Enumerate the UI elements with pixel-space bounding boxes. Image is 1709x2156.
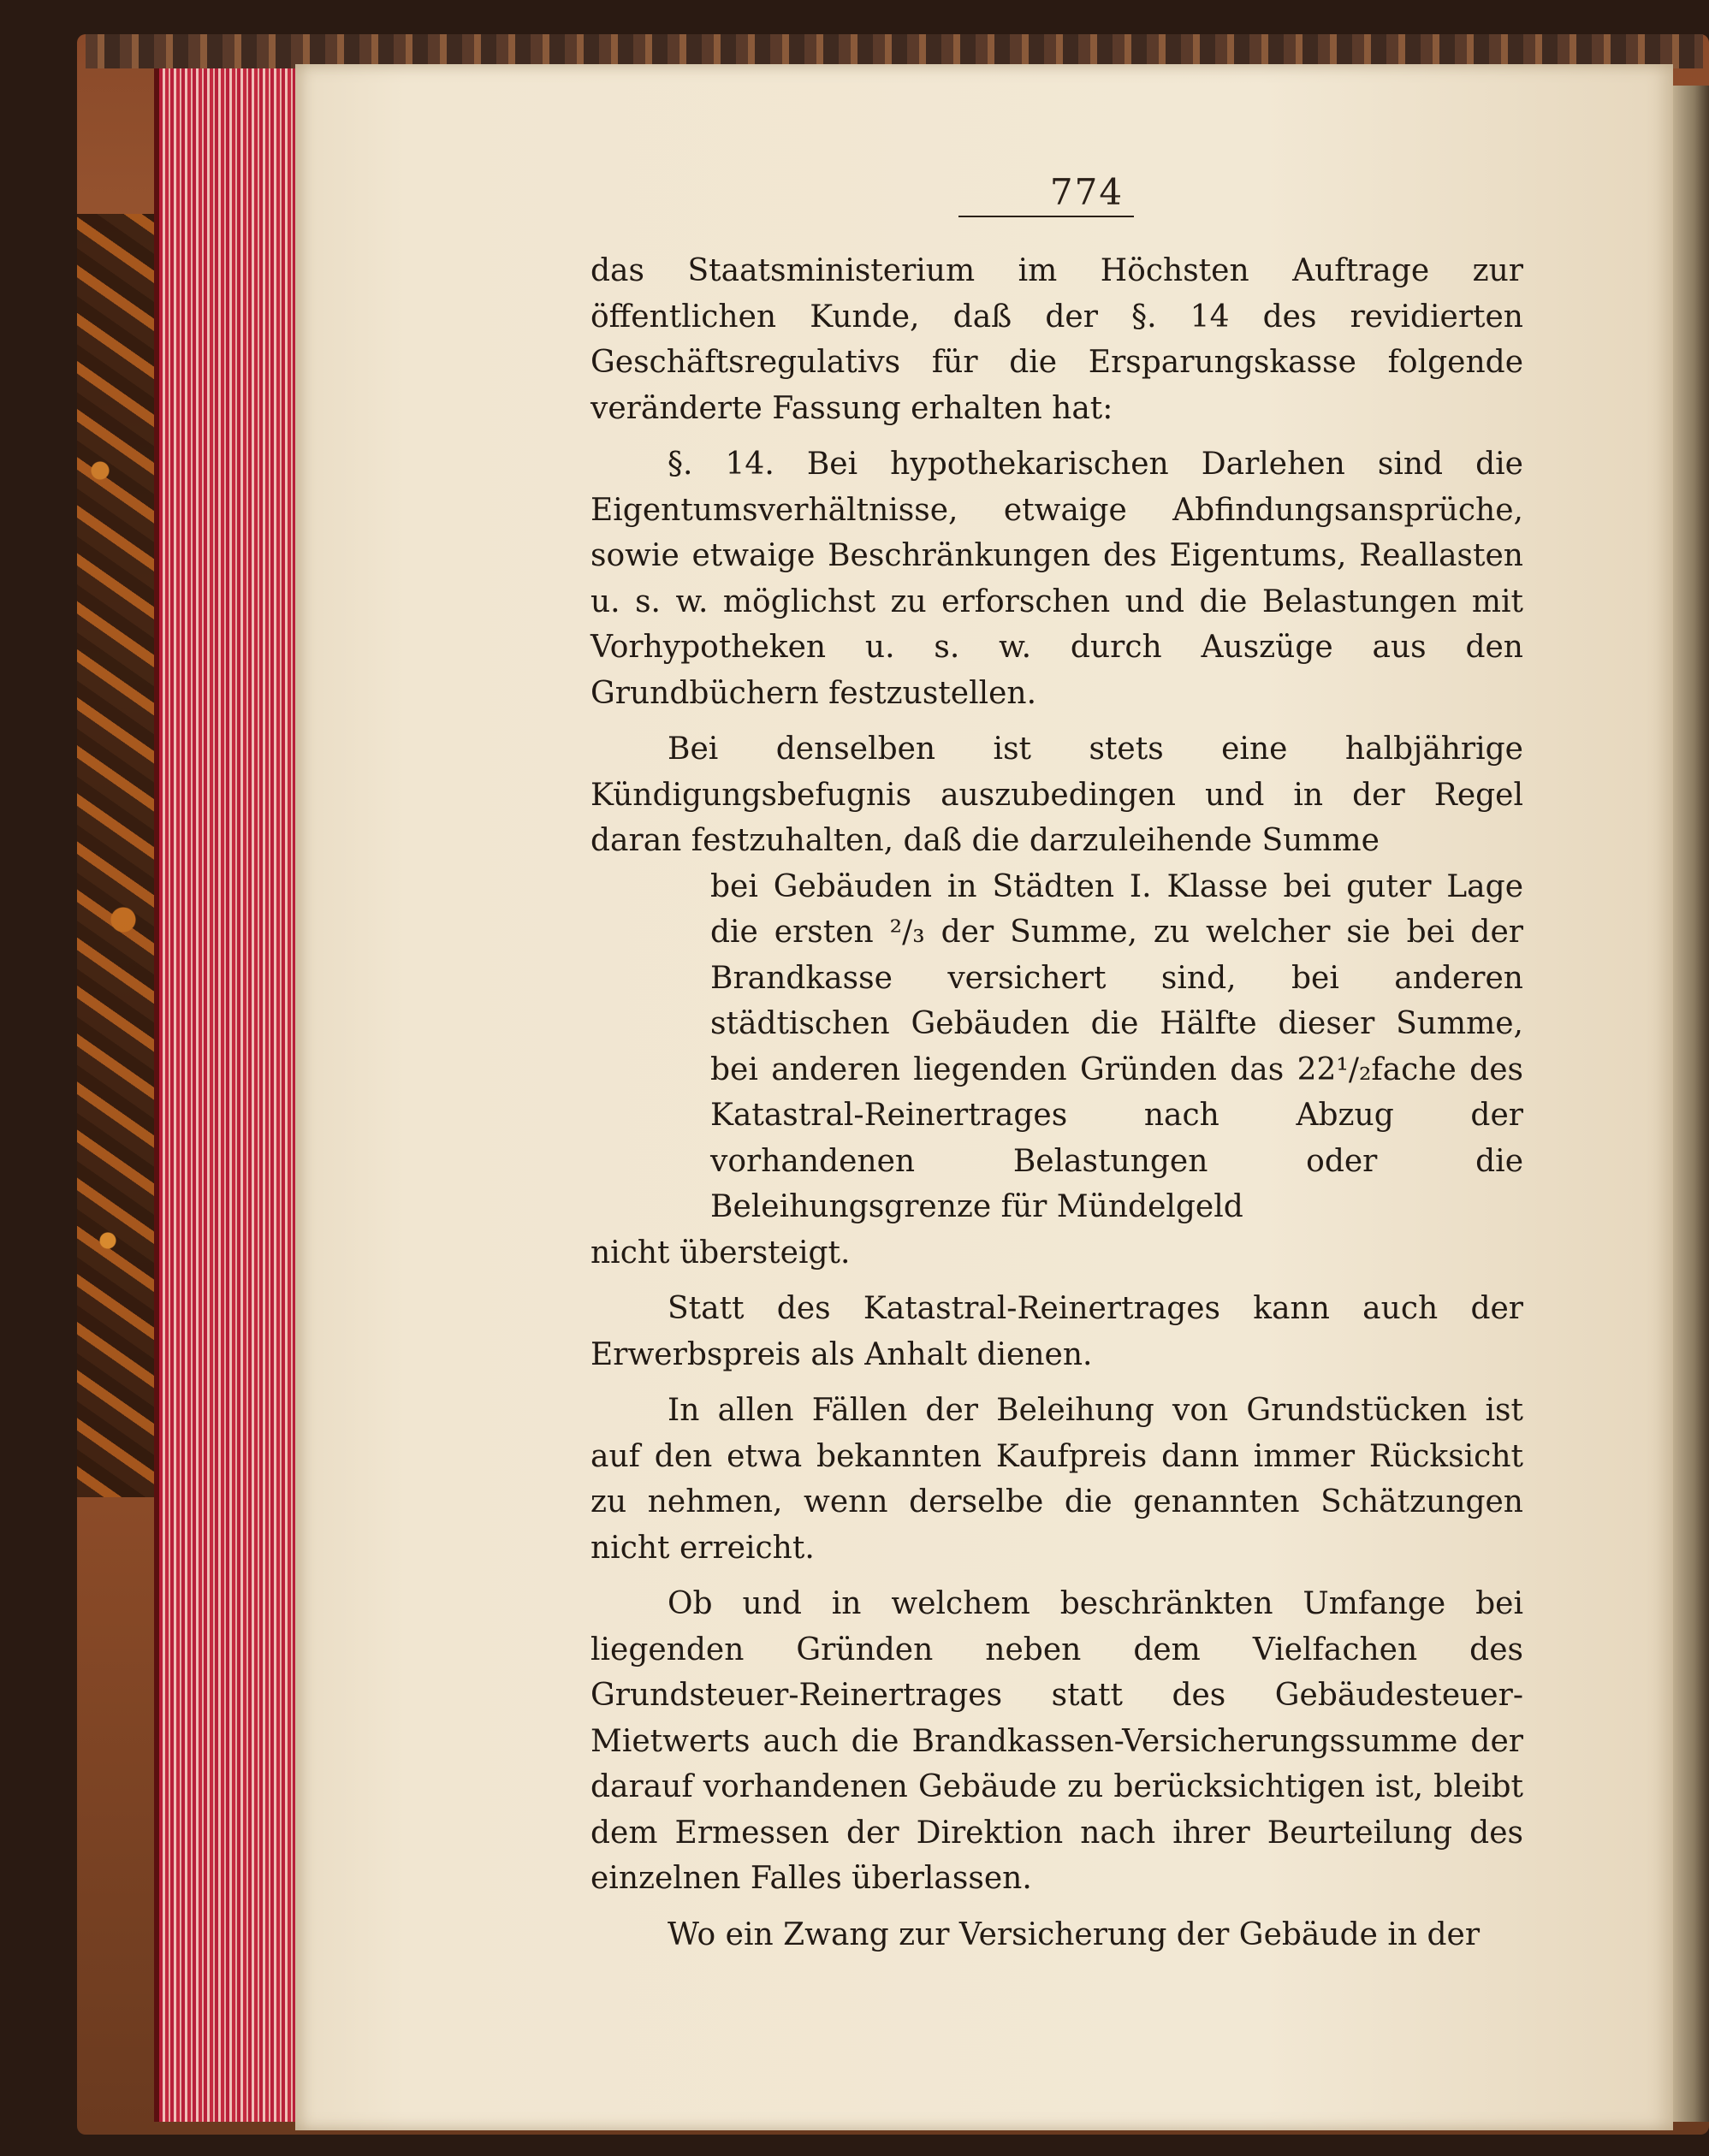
page-gutter — [1673, 86, 1709, 2122]
body-text — [590, 248, 1523, 1958]
page-number-rule — [958, 216, 1134, 217]
marbled-spine — [77, 214, 154, 1497]
paragraph-kuendigung-end: nicht übersteigt. — [590, 1235, 851, 1270]
paragraph-beleihung-inset: bei Gebäuden in Städten I. Klasse bei guter Lage die ersten ²/₃ der Summe, zu welcher sie bei der Brandkasse versichert sind, bei anderen städtischen Gebäuden die Hälfte dieser Summe, bei anderen liegenden Gründen das 22¹/₂fache des Katastral-Reinertrages nach Abzug der vorhandenen Belastungen oder die Beleihungsgrenze für Mündelgeld — [710, 868, 1523, 1224]
paragraph-intro: das Staatsministerium im Höchsten Auftrage zur öffentlichen Kunde, daß der §. 14 des revidierten Geschäftsregulativs für die Ersparungskasse folgende veränderte Fassung erhalten hat: — [590, 253, 1523, 426]
paragraph-kuendigung: Bei denselben ist stets eine halbjährige Kündigungsbefugnis auszubedingen und in der Regel daran festzuhalten, daß die darzuleihende Summe — [590, 732, 1523, 858]
page-edges — [154, 68, 305, 2122]
book-top-edge — [86, 34, 1703, 68]
paragraph-brandkasse: Ob und in welchem beschränkten Umfange bei liegenden Gründen neben dem Vielfachen des Grundsteuer-Reinertrages statt des Gebäudesteuer-Mietwerts auch die Brandkassen-Versicherungssumme der darauf vorhandenen Gebäude zu berücksichtigen ist, bleibt dem Ermessen der Direktion nach ihrer Beurteilung des einzelnen Falles überlassen. — [590, 1586, 1523, 1896]
paragraph-katastral: Statt des Katastral-Reinertrages kann auch der Erwerbspreis als Anhalt dienen. — [590, 1291, 1523, 1372]
page-number: 774 — [1049, 171, 1124, 213]
paragraph-section-14: §. 14. Bei hypothekarischen Darlehen sind die Eigentumsverhältnisse, etwaige Abfindungsansprüche, sowie etwaige Beschränkungen des Eigentums, Reallasten u. s. w. möglichst zu erforschen und die Belastungen mit Vorhypotheken u. s. w. durch Auszüge aus den Grundbüchern festzustellen. — [590, 447, 1523, 711]
paragraph-zwang: Wo ein Zwang zur Versicherung der Gebäude in der — [668, 1916, 1481, 1952]
paragraph-kaufpreis: In allen Fällen der Beleihung von Grundstücken ist auf den etwa bekannten Kaufpreis dann immer Rücksicht zu nehmen, wenn derselbe die genannten Schätzungen nicht erreicht. — [590, 1393, 1523, 1566]
